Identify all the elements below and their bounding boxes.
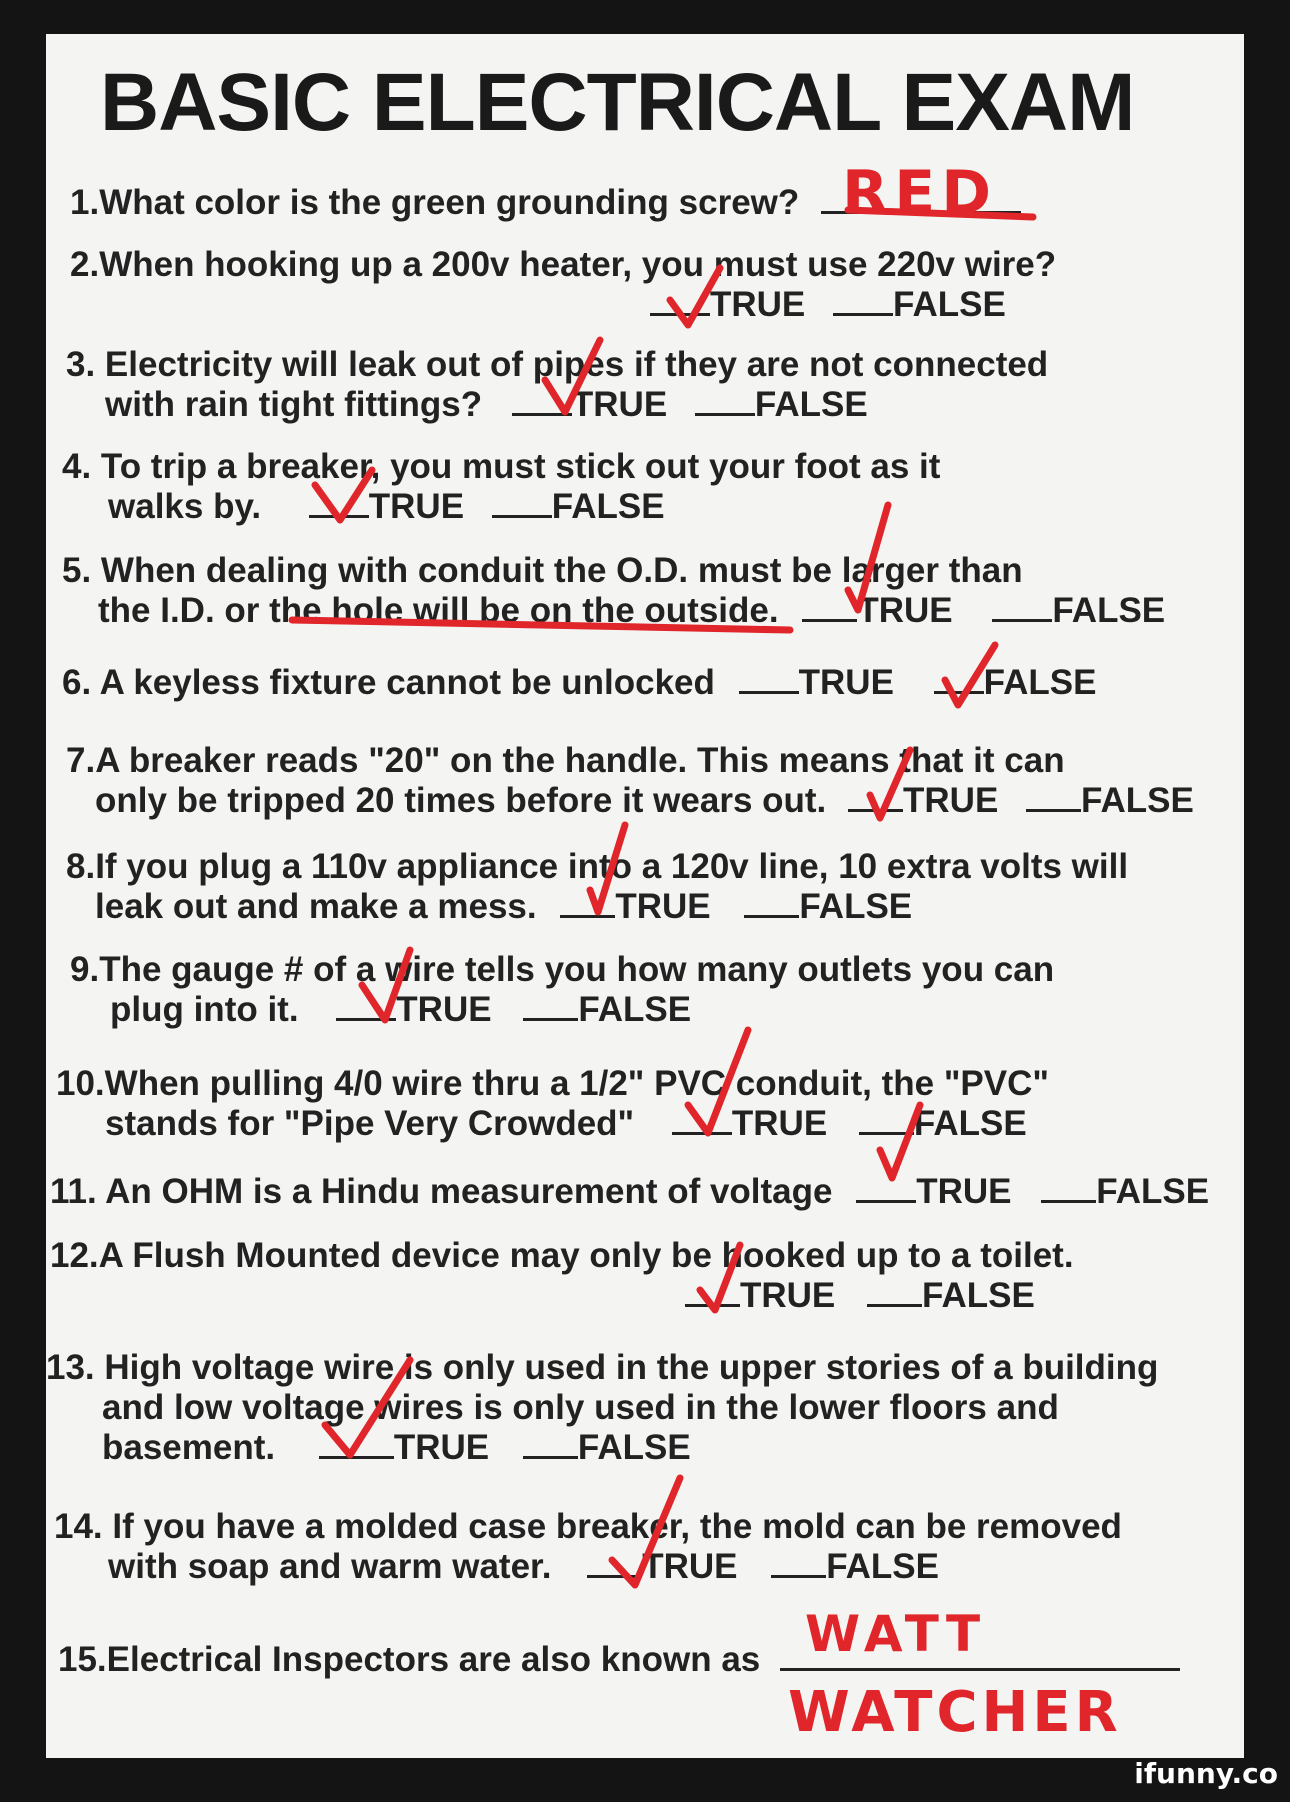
question-9-line-2: plug into it. TRUE FALSE	[110, 990, 692, 1029]
question-13-line-3: basement. TRUE FALSE	[102, 1428, 691, 1467]
false-option: FALSE	[983, 663, 1097, 702]
false-option: FALSE	[578, 990, 692, 1029]
false-option: FALSE	[577, 1428, 691, 1467]
question-5-line-2: the I.D. or the hole will be on the outside. TRUE FALSE	[98, 591, 1166, 630]
true-option: TRUE	[710, 285, 806, 324]
false-option: FALSE	[799, 887, 913, 926]
question-3-line-1: 3. Electricity will leak out of pipes if they are not connected	[66, 345, 1049, 384]
true-option: TRUE	[393, 1428, 490, 1467]
handwritten-answer-15-line-2: WATCHER	[788, 1680, 1122, 1745]
false-option: FALSE	[1096, 1172, 1210, 1211]
question-9-line-1: 9.The gauge # of a wire tells you how many outlets you can	[70, 950, 1055, 989]
true-option: TRUE	[857, 591, 953, 630]
true-option: TRUE	[615, 887, 711, 926]
question-14-line-1: 14. If you have a molded case breaker, the mold can be removed	[54, 1507, 1122, 1546]
question-3-line-2: with rain tight fittings? TRUE FALSE	[105, 385, 868, 424]
true-option: TRUE	[368, 487, 465, 526]
question-5-line-1: 5. When dealing with conduit the O.D. must be larger than	[62, 551, 1023, 590]
question-4-line-1: 4. To trip a breaker, you must stick out your foot as it	[62, 447, 941, 486]
false-option: FALSE	[913, 1104, 1027, 1143]
question-6: 6. A keyless fixture cannot be unlocked TRUE FALSE	[62, 663, 1097, 702]
false-option: FALSE	[826, 1547, 939, 1586]
true-option: TRUE	[903, 781, 999, 820]
question-11: 11. An OHM is a Hindu measurement of voltage TRUE FALSE	[50, 1172, 1210, 1211]
false-option: FALSE	[551, 487, 665, 526]
question-13-line-2: and low voltage wires is only used in the lower floors and	[102, 1388, 1059, 1427]
false-option: FALSE	[922, 1276, 1035, 1315]
question-10-line-1: 10.When pulling 4/0 wire thru a 1/2" PVC conduit, the "PVC"	[56, 1064, 1049, 1103]
question-2-line-1: 2.When hooking up a 200v heater, you must use 220v wire?	[70, 245, 1057, 284]
question-12-options	[685, 1276, 1035, 1316]
true-option: TRUE	[740, 1276, 836, 1315]
question-14-line-2: with soap and warm water. TRUE FALSE	[108, 1547, 939, 1586]
handwritten-answer-15-line-1: WATT	[805, 1605, 987, 1663]
question-2-options	[650, 285, 1006, 325]
question-7-line-1: 7.A breaker reads "20" on the handle. This means that it can	[66, 741, 1065, 780]
true-option: TRUE	[571, 385, 668, 424]
question-8-line-1: 8.If you plug a 110v appliance into a 120v line, 10 extra volts will	[66, 847, 1129, 886]
true-option: TRUE	[798, 663, 894, 702]
question-8-line-2: leak out and make a mess. TRUE FALSE	[95, 887, 913, 926]
false-option: FALSE	[1052, 591, 1166, 630]
question-4-line-2: walks by. TRUE FALSE	[108, 487, 665, 526]
question-12-line-1: 12.A Flush Mounted device may only be hooked up to a toilet.	[50, 1236, 1074, 1275]
question-10-line-2: stands for "Pipe Very Crowded" TRUE FALSE	[105, 1104, 1027, 1143]
question-15: 15.Electrical Inspectors are also known as	[58, 1640, 1180, 1680]
false-option: FALSE	[754, 385, 868, 424]
handwritten-answer-1: RED	[842, 158, 997, 228]
true-option: TRUE	[642, 1547, 738, 1586]
question-1-text: 1.What color is the green grounding screw?	[70, 183, 800, 222]
false-option: FALSE	[1081, 781, 1194, 820]
true-option: TRUE	[916, 1172, 1012, 1211]
true-option: TRUE	[731, 1104, 828, 1143]
question-13-line-1: 13. High voltage wire is only used in the upper stories of a building	[46, 1348, 1159, 1387]
false-option: FALSE	[893, 285, 1006, 324]
exam-title: BASIC ELECTRICAL EXAM	[100, 57, 1135, 148]
question-7-line-2: only be tripped 20 times before it wears out. TRUE FALSE	[95, 781, 1194, 820]
ifunny-watermark: ifunny.co	[1134, 1757, 1278, 1790]
true-option: TRUE	[396, 990, 492, 1029]
